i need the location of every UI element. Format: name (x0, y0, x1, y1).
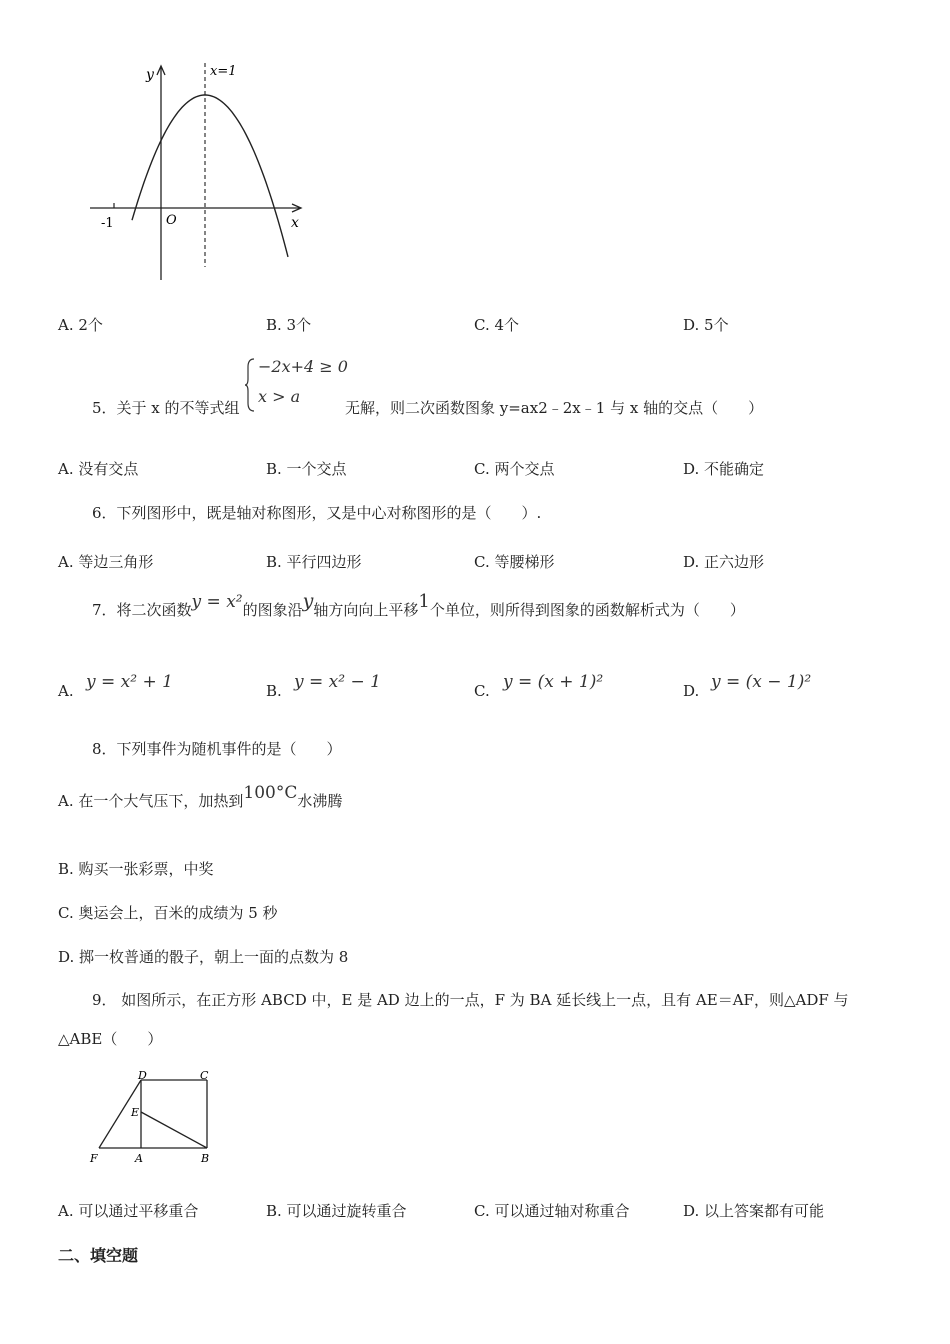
q6-option-c[interactable]: C. 等腰梯形 (474, 553, 555, 571)
q4-options (0, 314, 950, 338)
q7-option-d-formula[interactable]: y = (x − 1)² (711, 672, 812, 692)
question-7 (92, 590, 745, 628)
q7-math1: y = x² (191, 592, 243, 612)
q8-option-a-math: 100°C (243, 783, 298, 803)
q6-option-a[interactable]: A. 等边三角形 (58, 553, 154, 571)
q9-option-b[interactable]: B. 可以通过旋转重合 (266, 1202, 407, 1220)
q5-system-line1: −2x+4 ≥ 0 (258, 357, 348, 376)
q4-option-b[interactable]: B. 3个 (266, 316, 312, 334)
graph-origin-label: O (166, 213, 177, 228)
q6-option-d[interactable]: D. 正六边形 (683, 553, 765, 571)
q8-option-a[interactable] (58, 783, 343, 811)
q5-option-b[interactable]: B. 一个交点 (266, 460, 347, 478)
q4-option-d[interactable]: D. 5个 (683, 316, 729, 334)
figure-label-d: D (138, 1069, 147, 1082)
square-figure (84, 1068, 219, 1168)
q7-option-b-formula[interactable]: y = x² − 1 (294, 672, 381, 692)
q9-line2: △ABE（ ） (58, 1030, 163, 1048)
q7-math2: y (302, 590, 314, 612)
section-title: 二、填空题 (58, 1246, 139, 1265)
q8-option-b[interactable]: B. 购买一张彩票，中奖 (58, 860, 214, 878)
figure-label-c: C (200, 1069, 209, 1082)
q5-options (0, 458, 950, 482)
figure-label-e: E (131, 1106, 140, 1119)
q4-option-c[interactable]: C. 4个 (474, 316, 520, 334)
parabola-graph (80, 55, 320, 290)
graph-axis-label: x=1 (210, 64, 237, 79)
q8-option-c[interactable]: C. 奥运会上，百米的成绩为 5 秒 (58, 904, 278, 922)
figure-label-b: B (201, 1152, 210, 1165)
q8-option-a-prefix: A. 在一个大气压下，加热到 (58, 792, 244, 810)
q7-option-b-letter[interactable]: B. (266, 682, 282, 700)
q7-option-d-letter[interactable]: D. (683, 682, 700, 700)
q9-line1: 9． 如图所示，在正方形 ABCD 中，E 是 AD 边上的一点，F 为 BA 延长线上一点，且有 AE＝AF，则△ADF 与 (92, 991, 849, 1009)
graph-y-label: y (146, 67, 154, 83)
q6-option-b[interactable]: B. 平行四边形 (266, 553, 362, 571)
q9-option-a[interactable]: A. 可以通过平移重合 (58, 1202, 199, 1220)
q7-math3: 1 (418, 591, 430, 612)
q7-part4: 个单位，则所得到图象的函数解析式为（ ） (429, 601, 745, 619)
q6-options (0, 551, 950, 575)
q6-text: 6．下列图形中，既是轴对称图形，又是中心对称图形的是（ ）. (92, 504, 542, 522)
q5-prefix: 5．关于 x 的不等式组 (92, 399, 240, 417)
q8-text: 8．下列事件为随机事件的是（ ） (92, 740, 342, 758)
figure-label-a: A (135, 1152, 143, 1165)
q5-option-d[interactable]: D. 不能确定 (683, 460, 765, 478)
q7-options (0, 672, 950, 702)
q7-part2: 的图象沿 (242, 601, 303, 619)
q7-option-a-letter[interactable]: A. (58, 682, 74, 700)
q9-options (0, 1200, 950, 1224)
graph-tick-neg1: -1 (101, 216, 114, 231)
q5-option-a[interactable]: A. 没有交点 (58, 460, 139, 478)
q9-option-c[interactable]: C. 可以通过轴对称重合 (474, 1202, 630, 1220)
q5-suffix: 无解，则二次函数图象 y=ax2﹣2x﹣1 与 x 轴的交点（ ） (345, 399, 764, 417)
q4-option-a[interactable]: A. 2个 (58, 316, 103, 334)
q7-option-c-formula[interactable]: y = (x + 1)² (503, 672, 604, 692)
q7-option-a-formula[interactable]: y = x² + 1 (86, 672, 173, 692)
q7-part3: 轴方向向上平移 (313, 601, 419, 619)
q9-option-d[interactable]: D. 以上答案都有可能 (683, 1202, 825, 1220)
q8-option-d[interactable]: D. 掷一枚普通的骰子，朝上一面的点数为 8 (58, 948, 349, 966)
graph-x-label: x (291, 215, 299, 231)
brace-icon (244, 357, 256, 413)
q8-option-a-suffix: 水沸腾 (297, 792, 343, 810)
q7-option-c-letter[interactable]: C. (474, 682, 490, 700)
question-5 (0, 355, 950, 425)
figure-label-f: F (90, 1152, 98, 1165)
q5-option-c[interactable]: C. 两个交点 (474, 460, 555, 478)
q7-part1: 7．将二次函数 (92, 601, 192, 619)
q5-system-line2: x > a (258, 387, 301, 406)
